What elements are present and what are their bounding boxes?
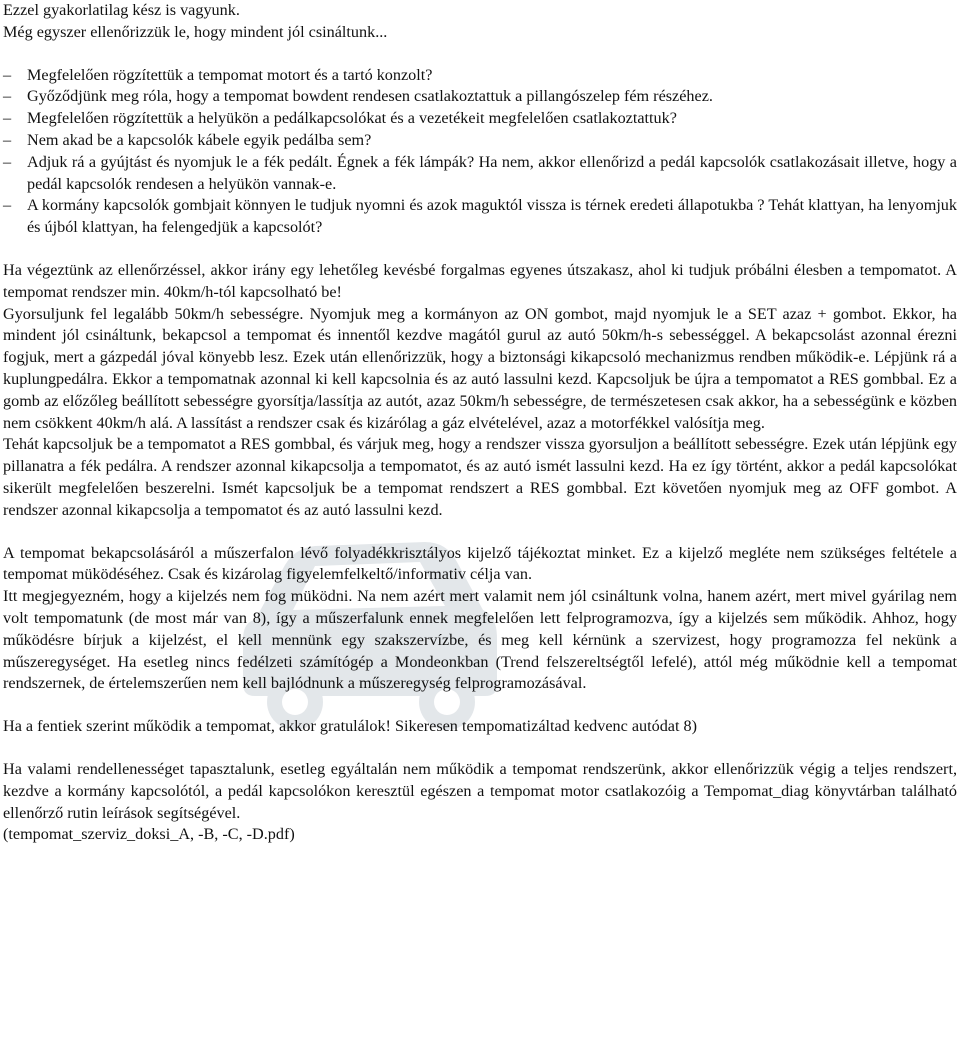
checklist-item-text: A kormány kapcsolók gombjait könnyen le tudjuk nyomni és azok maguktól vissza is térnek eredeti állapotukba ? Tehát klattyan, ha lenyomjuk és újból klattyan, ha felengedjük a kapcsolót? [27, 196, 957, 237]
paragraph-gap [3, 522, 957, 543]
body-paragraph-4: A tempomat bekapcsolásáról a műszerfalon lévő folyadékkrisztályos kijelző tájékoztat minket. Ez a kijelző megléte nem szükséges feltétele a tempomat müködéséhez. Csak és kizárolag figyelemfelkeltő/informativ célja van. [3, 543, 957, 584]
intro-line-2: Még egyszer ellenőrizzük le, hogy mindent jól csináltunk... [3, 22, 388, 41]
dash-bullet: – [3, 65, 12, 84]
checklist-item-text: Megfelelően rögzítettük a tempomat motort és a tartó konzolt? [27, 65, 433, 84]
dash-bullet: – [3, 130, 12, 149]
dash-bullet: – [3, 152, 12, 171]
paragraph-gap [3, 239, 957, 260]
intro-line-1: Ezzel gyakorlatilag kész is vagyunk. [3, 1, 240, 19]
body-paragraph-7: Ha valami rendellenességet tapasztalunk, esetleg egyáltalán nem működik a tempomat rendszerünk, akkor ellenőrizzük végig a teljes rendszert, kezdve a kormány kapcsolótól, a pedál kapcsolókon keresztül egészen a tempomat motor csatlakozóig a Tempomat_diag könyvtárban található ellenőrző rutin leírások segítségével. [3, 759, 957, 822]
dash-bullet: – [3, 109, 12, 128]
checklist-item [3, 108, 957, 130]
document-page [3, 0, 957, 846]
checklist-item [3, 130, 957, 152]
checklist [3, 65, 957, 239]
checklist-item [3, 65, 957, 87]
body-paragraph-2: Gyorsuljunk fel legalább 50km/h sebességre. Nyomjuk meg a kormányon az ON gombot, majd nyomjuk le a SET azaz + gombot. Ekkor, ha mindent jól csináltunk, bekapcsol a tempomat és innentől kezdve magától gurul az autó 50km/h-s sebességgel. A bekapcsolást azonnal érezni fogjuk, mert a gázpedál jóval könyebb lesz. Ezek után ellenőrizzük, hogy a biztonsági kikapcsoló mechanizmus rendben működik-e. Lépjünk rá a kuplungpedálra. Ekkor a tempomatnak azonnal ki kell kapcsolnia és az autó lassulni kezd. Kapcsoljuk be újra a tempomatot a RES gombbal. Ez a gomb az előzőleg beállított sebességre gyorsítja/lassítja az autót, azaz 50km/h sebességre, de természetesen csak akkor, ha a sebességünk e közben nem csökkent 40km/h alá. A lassítást a rendszer csak és kizárólag a gáz elvételével, azaz a motorfékkel valósítja meg. [3, 304, 957, 432]
dash-bullet: – [3, 87, 12, 106]
paragraph-gap [3, 44, 957, 65]
checklist-item-text: Győződjünk meg róla, hogy a tempomat bowdent rendesen csatlakoztattuk a pillangószelep fém részéhez. [27, 87, 713, 106]
body-paragraph-6: Ha a fentiek szerint működik a tempomat, akkor gratulálok! Sikeresen tempomatizáltad kedvenc autódat 8) [3, 717, 698, 736]
checklist-item [3, 152, 957, 196]
body-paragraph-1: Ha végeztünk az ellenőrzéssel, akkor irány egy lehetőleg kevésbé forgalmas egyenes útszakasz, ahol ki tudjuk próbálni élesben a tempomatot. A tempomat rendszer min. 40km/h-tól kapcsolható be! [3, 260, 957, 301]
paragraph-gap [3, 695, 957, 716]
body-paragraph-8: (tempomat_szerviz_doksi_A, -B, -C, -D.pdf) [3, 825, 295, 844]
body-paragraph-3: Tehát kapcsoljuk be a tempomatot a RES gombbal, és várjuk meg, hogy a rendszer vissza gyorsuljon a beállított sebességre. Ezek után lépjünk egy pillanatra a fék pedálra. A rendszer azonnal kikapcsolja a tempomatot, és az autó ismét lassulni kezd. Ha ez így történt, akkor a pedál kapcsolókat sikerült megfelelően beszerelni. Ismét kapcsoljuk be a tempomat rendszert a RES gombbal. Ezt követően nyomjuk meg az OFF gombot. A rendszer azonnal kikapcsolja a tempomatot és az autó lassulni kezd. [3, 435, 957, 519]
checklist-item [3, 195, 957, 239]
checklist-item [3, 86, 957, 108]
checklist-item-text: Nem akad be a kapcsolók kábele egyik pedálba sem? [27, 130, 372, 149]
checklist-item-text: Adjuk rá a gyújtást és nyomjuk le a fék pedált. Égnek a fék lámpák? Ha nem, akkor ellenőrizd a pedál kapcsolók csatlakozásait illetve, hogy a pedál kapcsolók rendesen a helyükön vannak-e. [27, 152, 957, 193]
body-paragraph-5: Itt megjegyezném, hogy a kijelzés nem fog müködni. Na nem azért mert valamit nem jól csináltunk volna, hanem azért, mert mivel gyárilag nem volt tempomatunk (de most már van 8), így a műszerfalunk ennek megfelelően lett felprogramozva, így a kijelzés sem működik. Ahhoz, hogy működésre bírjuk a kijelzést, el kell mennünk egy szakszervízbe, és meg kell kérnünk a szervizest, hogy programozza fel nekünk a műszeregységet. Ha esetleg nincs fedélzeti számítógép a Mondeonkban (Trend felszereltségtől lefelé), attól még működnie kell a tempomat rendszernek, de értelemszerűen nem kell bajlódnunk a műszeregység felprogramozásával. [3, 587, 957, 693]
paragraph-gap [3, 738, 957, 759]
checklist-item-text: Megfelelően rögzítettük a helyükön a pedálkapcsolókat és a vezetékeit megfelelően csatlakoztattuk? [27, 109, 677, 128]
dash-bullet: – [3, 196, 12, 215]
